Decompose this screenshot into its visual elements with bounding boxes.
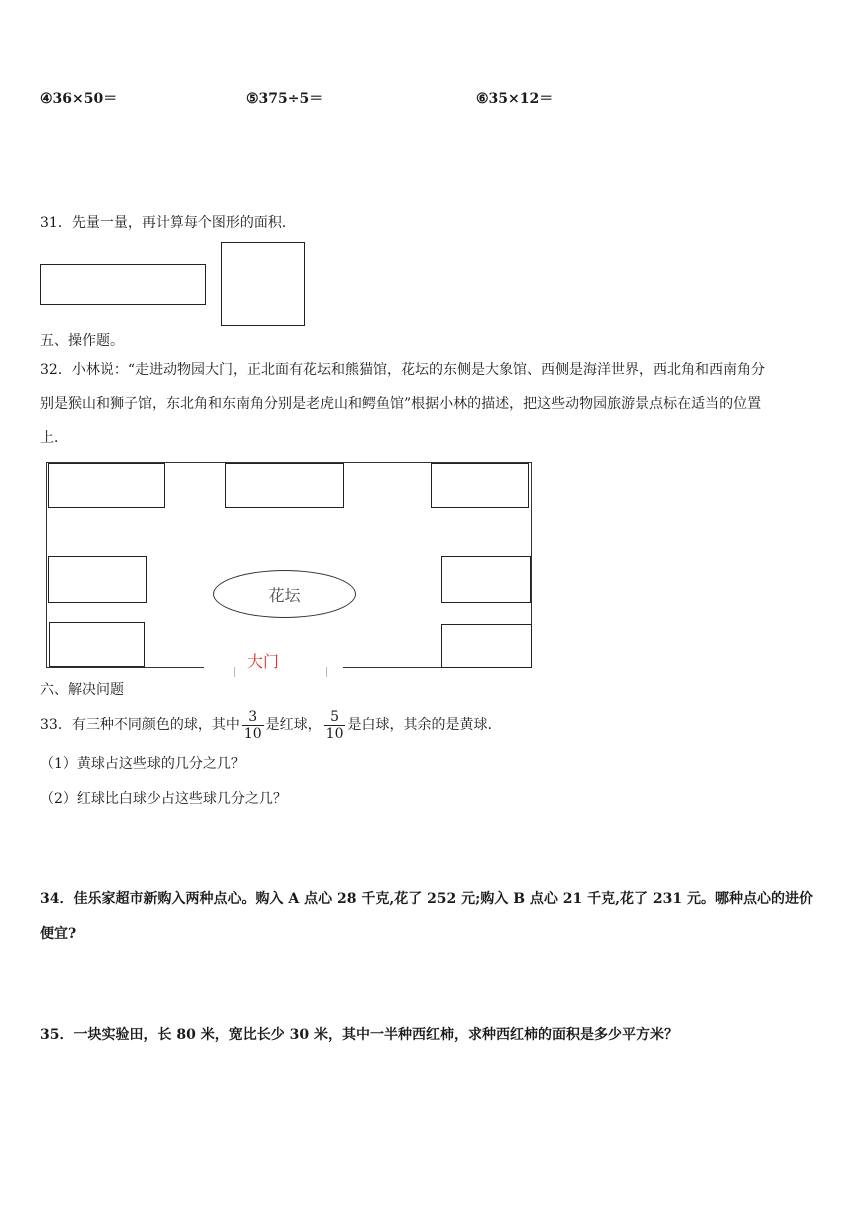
calc-item-5: ⑤375÷5＝ [246,91,324,107]
question-31-text: 31．先量一量，再计算每个图形的面积． [40,215,296,231]
question-33-sub-1: （1）黄球占这些球的几分之几？ [40,756,245,772]
section-5-title: 五、操作题。 [40,333,124,349]
map-left-wall [46,462,47,668]
question-33-sub-2: （2）红球比白球少占这些球几分之几？ [40,791,287,807]
fraction-red-denominator: 10 [243,725,262,742]
question-33-mid: 是红球， [265,717,322,733]
question-35-text: 35．一块实验田，长 80 米，宽比长少 30 米，其中一半种西红柿，求种西红柿的面积是多少平方米？ [40,1027,678,1043]
fraction-red [242,709,264,742]
question-34-line-1: 34．佳乐家超市新购入两种点心。购入 A 点心 28 千克,花了 252 元;购入 B 点心 21 千克,花了 231 元。哪种点心的进价 [40,891,813,907]
question-33-text [40,704,492,746]
map-slot-east[interactable] [441,556,531,603]
map-slot-west[interactable] [48,556,147,603]
square-shape [221,242,305,326]
question-32-line-3: 上． [40,430,68,446]
map-slot-northwest[interactable] [48,463,165,508]
flower-bed-label: 花坛 [268,585,301,605]
calc-item-4: ④36×50＝ [40,91,118,107]
map-bottom-wall-left [46,667,204,668]
gate-label: 大门 [247,652,280,671]
question-34-line-2: 便宜? [40,926,77,942]
question-32-line-2: 别是猴山和狮子馆，东北角和东南角分别是老虎山和鳄鱼馆”根据小林的描述，把这些动物园旅游景点标在适当的位置 [40,396,762,412]
fraction-white [324,709,346,742]
question-32-line-1: 32．小林说：“走进动物园大门，正北面有花坛和熊猫馆，花坛的东侧是大象馆、西侧是海洋世界，西北角和西南角分 [40,362,765,378]
map-slot-southeast[interactable] [441,624,532,668]
map-slot-southwest[interactable] [49,622,145,667]
gate-post-right [326,667,327,677]
flower-bed [213,570,356,618]
gate-post-left [234,667,235,677]
section-6-title: 六、解决问题 [40,682,124,698]
fraction-white-numerator: 5 [330,708,340,725]
question-33-suffix: 是白球，其余的是黄球. [347,717,492,733]
fraction-red-numerator: 3 [248,708,258,725]
map-slot-north[interactable] [225,463,344,508]
calc-item-6: ⑥35×12＝ [476,91,554,107]
question-33-prefix: 33．有三种不同颜色的球，其中 [40,717,240,733]
map-slot-northeast[interactable] [431,463,529,508]
rectangle-shape [40,264,206,305]
fraction-white-denominator: 10 [325,725,344,742]
